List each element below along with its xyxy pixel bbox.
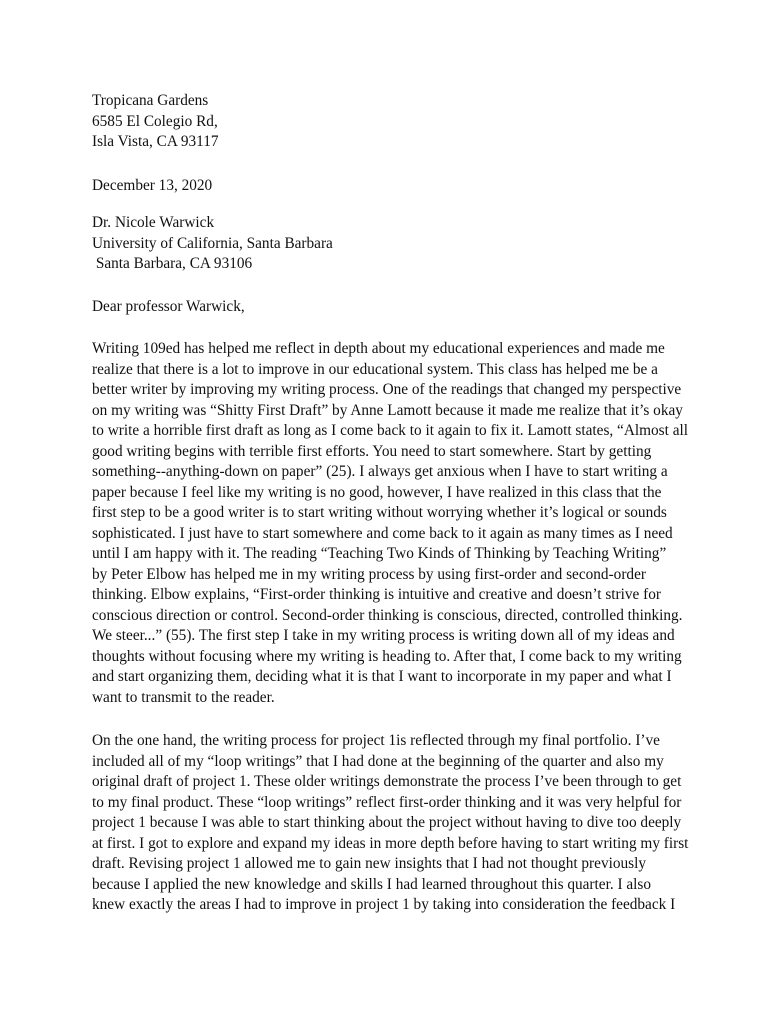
body-paragraph-1 — [92, 339, 692, 708]
recipient-address — [92, 213, 692, 275]
recipient-line: Santa Barbara, CA 93106 — [92, 255, 253, 272]
paragraph-line: draft. Revising project 1 allowed me to gain new insights that I had not thought previously — [92, 855, 646, 872]
paragraph-line: to my final product. These “loop writings” reflect first-order thinking and it was very helpful for — [92, 793, 682, 811]
paragraph-line: by Peter Elbow has helped me in my writing process by using first-order and second-order — [92, 565, 646, 583]
paragraph-line: We steer...” (55). The first step I take in my writing process is writing down all of my ideas and — [92, 627, 675, 644]
paragraph-line: on my writing was “Shitty First Draft” by Anne Lamott because it made me realize that it’s okay — [92, 401, 683, 419]
paragraph-line: thinking. Elbow explains, “First-order thinking is intuitive and creative and doesn’t strive for — [92, 586, 661, 603]
body-paragraph-2 — [92, 731, 692, 916]
salutation — [92, 297, 692, 318]
paragraph-line: sophisticated. I just have to start somewhere and come back to it again as many times as I need — [92, 524, 673, 542]
paragraph-line: paper because I feel like my writing is no good, however, I have realized in this class that the — [92, 483, 662, 501]
paragraph-line: to write a horrible first draft as long as I come back to it again to fix it. Lamott states, “Almost all — [92, 422, 688, 439]
date-line: December 13, 2020 — [92, 177, 213, 194]
recipient-line: Dr. Nicole Warwick — [92, 214, 215, 231]
paragraph-line: realize that there is a lot to improve in our educational system. This class has helped me be a — [92, 360, 658, 378]
letter-date — [92, 176, 692, 197]
paragraph-line: at first. I got to explore and expand my ideas in more depth before having to start writing my first — [92, 834, 689, 852]
paragraph-line: knew exactly the areas I had to improve in project 1 by taking into consideration the feedback I — [92, 896, 676, 913]
recipient-line: University of California, Santa Barbara — [92, 234, 333, 252]
paragraph-line: original draft of project 1. These older writings demonstrate the process I’ve been through to get — [92, 773, 682, 790]
paragraph-line: project 1 because I was able to start thinking about the project without having to dive too deeply — [92, 814, 682, 831]
sender-line: 6585 El Colegio Rd, — [92, 112, 218, 130]
paragraph-line: thoughts without focusing where my writing is heading to. After that, I come back to my writing — [92, 647, 682, 665]
paragraph-line: Writing 109ed has helped me reflect in depth about my educational experiences and made me — [92, 340, 665, 357]
paragraph-line: until I am happy with it. The reading “Teaching Two Kinds of Thinking by Teaching Writing” — [92, 545, 667, 562]
paragraph-line: better writer by improving my writing process. One of the readings that changed my perspective — [92, 381, 682, 398]
paragraph-line: because I applied the new knowledge and skills I had learned throughout this quarter. I also — [92, 875, 652, 893]
paragraph-line: On the one hand, the writing process for project 1is reflected through my final portfolio. I’ve — [92, 732, 660, 749]
paragraph-line: conscious direction or control. Second-order thinking is conscious, directed, controlled thinking. — [92, 606, 683, 624]
paragraph-line: and start organizing them, deciding what it is that I want to incorporate in my paper and what I — [92, 668, 672, 685]
sender-line: Isla Vista, CA 93117 — [92, 133, 219, 150]
paragraph-line: something--anything-down on paper” (25). I always get anxious when I have to start writing a — [92, 463, 668, 480]
paragraph-line: good writing begins with terrible first efforts. You need to start somewhere. Start by getting — [92, 442, 652, 460]
sender-line: Tropicana Gardens — [92, 92, 209, 109]
paragraph-line: first step to be a good writer is to start writing without worrying whether it’s logical or sounds — [92, 504, 667, 521]
paragraph-line: included all of my “loop writings” that I had done at the beginning of the quarter and also my — [92, 752, 664, 770]
sender-address — [92, 91, 692, 153]
salutation-line: Dear professor Warwick, — [92, 298, 245, 315]
paragraph-line: want to transmit to the reader. — [92, 688, 275, 706]
